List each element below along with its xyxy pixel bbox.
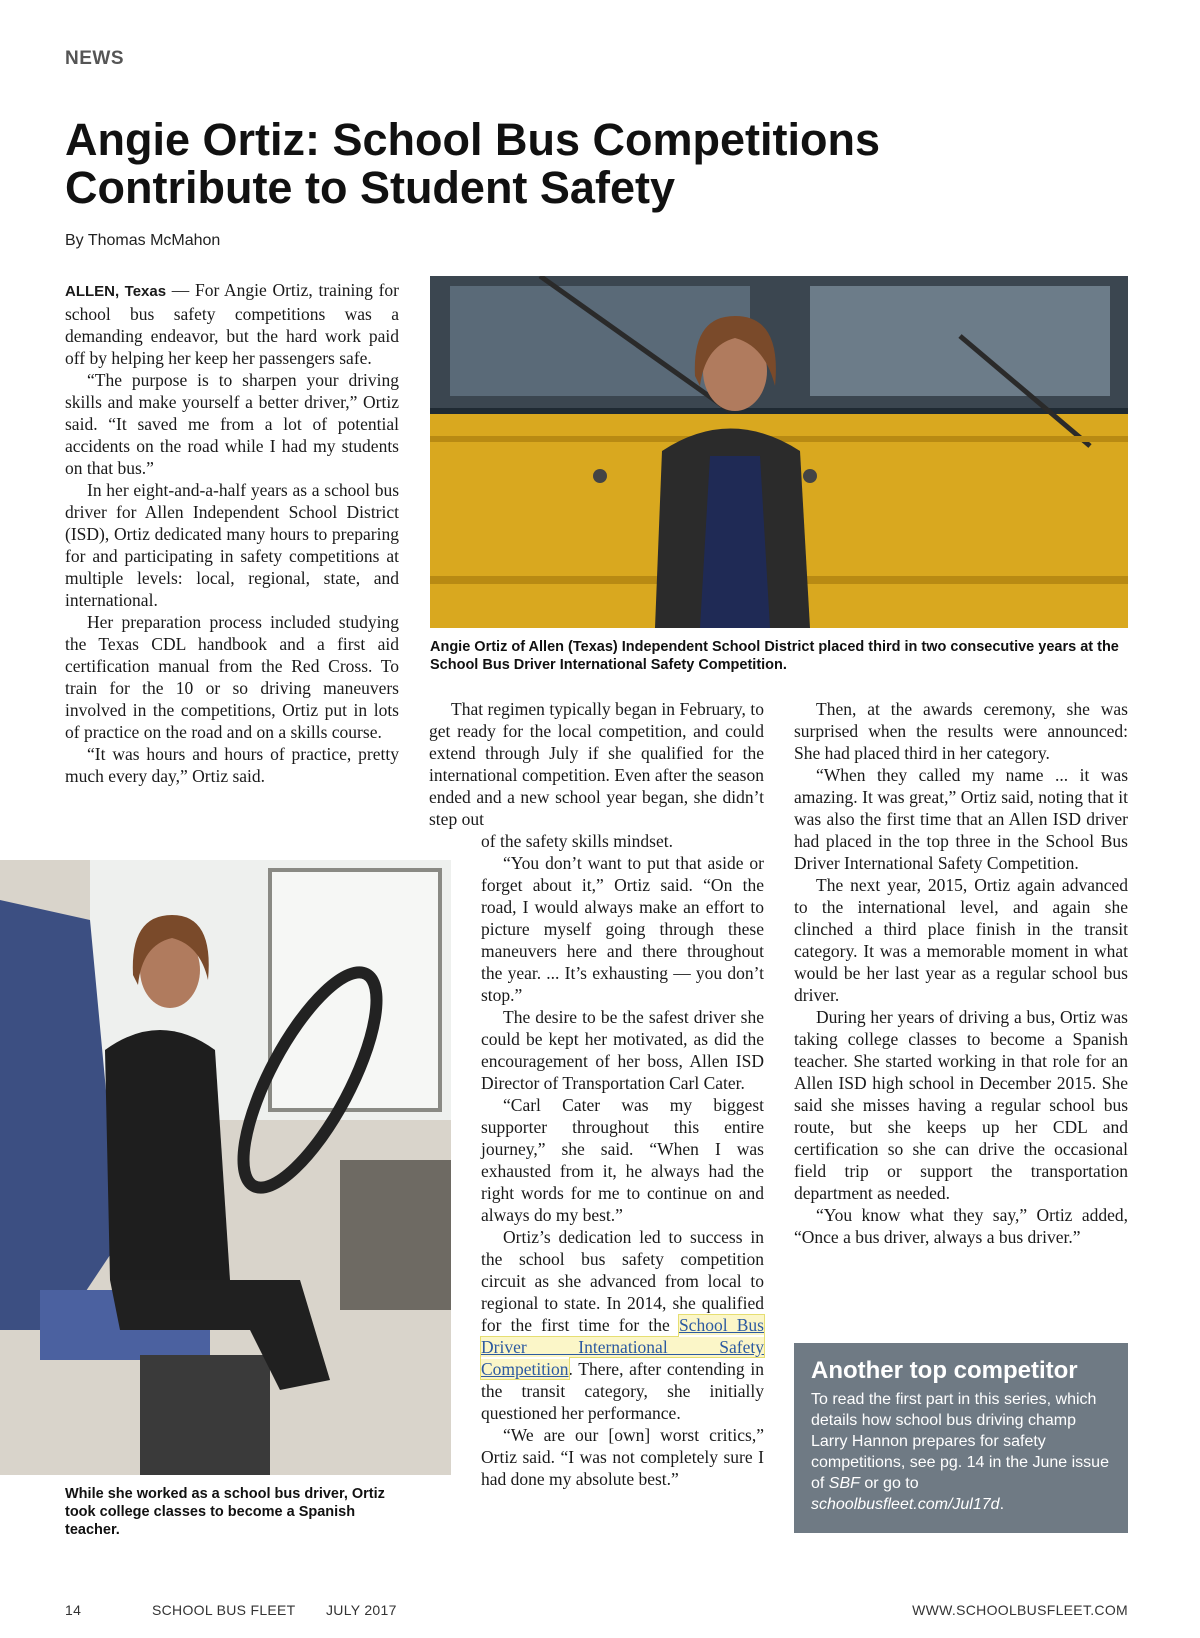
photo-ortiz-driver-seat-illustration — [0, 860, 451, 1475]
page-number: 14 — [65, 1602, 82, 1618]
issue-date: JULY 2017 — [326, 1602, 397, 1618]
paragraph: “We are our [own] worst critics,” Ortiz said. “I was not completely sure I had done my absolute best.” — [481, 1425, 764, 1489]
photo-ortiz-with-bus-illustration — [430, 276, 1128, 628]
magazine-name: SCHOOL BUS FLEET — [152, 1602, 296, 1618]
paragraph: The desire to be the safest driver she could be kept her motivated, as did the encouragement of her boss, Allen ISD Director of Transportation Carl Cater. — [481, 1007, 764, 1093]
photo-ortiz-with-bus — [430, 276, 1128, 628]
byline: By Thomas McMahon — [65, 232, 221, 249]
sidebar-body: To read the first part in this series, which details how school bus driving champ Larry Hannon prepares for safety competitions, see pg. 14 in the June issue of SBF or go to schoolbusfleet.com/Jul17d. — [811, 1391, 1109, 1513]
paragraph: Ortiz’s dedication led to success in the school bus safety competition circuit as she advanced from local to regional to state. In 2014, she qualified for the first time for the School Bus Driver International Safety Competition. There, after contending in the transit category, she initially questioned her performance. — [481, 1227, 764, 1423]
photo-ortiz-driver-seat — [0, 860, 451, 1475]
photo-caption-1: Angie Ortiz of Allen (Texas) Independent School District placed third in two consecutive years at the School Bus Driver International Safety Competition. — [430, 639, 1119, 673]
sidebar-box — [794, 1343, 1128, 1533]
article-column-2-top — [429, 698, 764, 830]
paragraph: of the safety skills mindset. — [481, 831, 673, 851]
section-label: NEWS — [65, 48, 124, 69]
headline: Angie Ortiz: School Bus Competitions Contribute to Student Safety — [65, 114, 881, 213]
paragraph: In her eight-and-a-half years as a school bus driver for Allen Independent School District (ISD), Ortiz dedicated many hours to preparing for and participating in safety competitions at multiple levels: local, regional, state, and international. — [65, 480, 399, 610]
paragraph: ALLEN, Texas — For Angie Ortiz, training for school bus safety competitions was a demanding endeavor, but the hard work paid off by helping her keep her passengers safe. — [65, 280, 400, 368]
article-column-2-bottom — [481, 830, 764, 1490]
website-url[interactable]: WWW.SCHOOLBUSFLEET.COM — [912, 1602, 1128, 1618]
competition-link[interactable]: School Bus Driver International Safety Competition — [481, 1315, 764, 1379]
article-column-3 — [794, 698, 1128, 1248]
paragraph: Then, at the awards ceremony, she was surprised when the results were announced: She had placed third in her category. — [794, 699, 1128, 763]
paragraph: “The purpose is to sharpen your driving skills and make yourself a better driver,” Ortiz said. “It saved me from a lot of potential accidents on the road while I had my students on that bus.” — [65, 370, 399, 478]
paragraph: “You know what they say,” Ortiz added, “Once a bus driver, always a bus driver.” — [794, 1205, 1128, 1247]
paragraph: During her years of driving a bus, Ortiz was taking college classes to become a Spanish teacher. She started working in that role for an Allen ISD high school in December 2015. She said she misses having a regular school bus route, but she keeps up her CDL and certification so she can drive the occasional field trip or support the transportation department as needed. — [794, 1007, 1128, 1203]
paragraph: “When they called my name ... it was amazing. It was great,” Ortiz said, noting that it was also the first time that an Allen ISD driver had placed in the top three in the School Bus Driver International Safety Competition. — [794, 765, 1128, 873]
sidebar-url[interactable]: schoolbusfleet.com/Jul17d — [811, 1496, 1000, 1513]
article-column-1 — [65, 279, 399, 787]
paragraph: The next year, 2015, Ortiz again advanced to the international level, and again she clinched a third place finish in the transit category. It was a memorable moment in what would be her last year as a regular school bus driver. — [794, 875, 1128, 1005]
paragraph: “You don’t want to put that aside or forget about it,” Ortiz said. “On the road, I would always make an effort to picture myself going through these maneuvers here and there throughout the year. ... It’s exhausting — you don’t stop.” — [481, 853, 764, 1005]
paragraph: “Carl Cater was my biggest supporter throughout this entire journey,” she said. “When I was exhausted from it, he always had the right words for me to continue on and always do my best.” — [481, 1095, 764, 1225]
paragraph: “It was hours and hours of practice, pretty much every day,” Ortiz said. — [65, 744, 399, 786]
dateline: ALLEN, Texas — [65, 283, 167, 300]
sidebar-title: Another top competitor — [811, 1357, 1078, 1384]
paragraph: Her preparation process included studying the Texas CDL handbook and a first aid certification manual from the Red Cross. To train for the 10 or so driving maneuvers involved in the competitions, Ortiz put in lots of practice on the road and on a skills course. — [65, 612, 399, 742]
photo-caption-2: While she worked as a school bus driver, Ortiz took college classes to become a Spanish teacher. — [65, 1486, 385, 1538]
paragraph: That regimen typically began in February, to get ready for the local competition, and could extend through July if she qualified for the international competition. Even after the season ended and a new school year began, she didn’t step out — [429, 699, 764, 829]
